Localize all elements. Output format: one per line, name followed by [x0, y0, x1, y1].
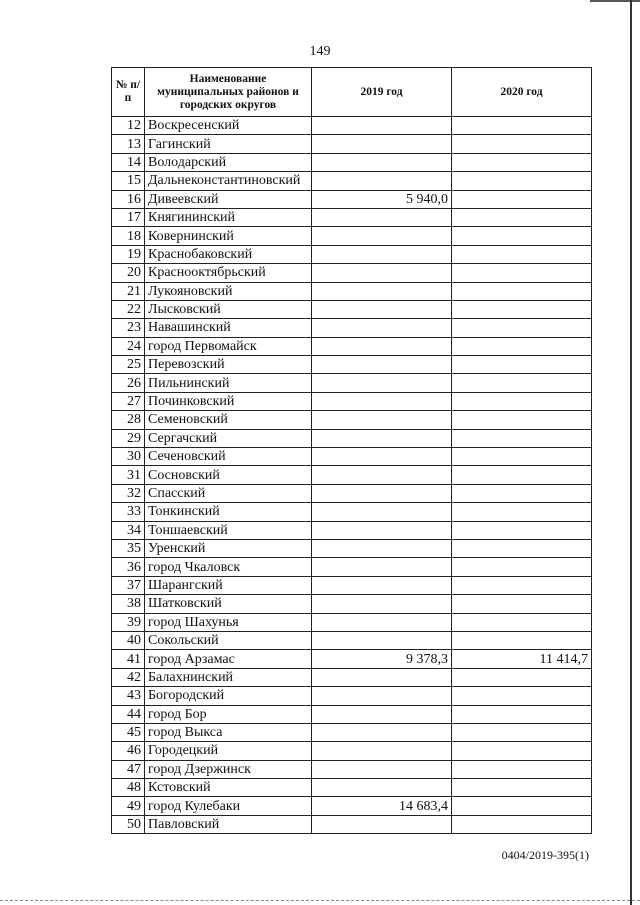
- table-row: [112, 576, 592, 594]
- table-row: [112, 282, 592, 300]
- row-number: 17: [112, 208, 145, 226]
- table-row: [112, 190, 592, 208]
- table-header-row: [112, 68, 592, 117]
- table-row: [112, 687, 592, 705]
- row-value-2020: [452, 466, 592, 484]
- row-value-2020: [452, 558, 592, 576]
- row-value-2020: [452, 576, 592, 594]
- row-value-2020: [452, 705, 592, 723]
- table-row: [112, 613, 592, 631]
- row-name: Кстовский: [145, 779, 312, 797]
- table-row: [112, 595, 592, 613]
- row-number: 49: [112, 797, 145, 815]
- row-name: Сокольский: [145, 631, 312, 649]
- row-value-2020: [452, 539, 592, 557]
- row-number: 29: [112, 429, 145, 447]
- row-value-2020: [452, 190, 592, 208]
- row-value-2020: [452, 687, 592, 705]
- row-value-2020: [452, 448, 592, 466]
- row-value-2020: [452, 319, 592, 337]
- table-row: [112, 815, 592, 833]
- row-value-2019: [312, 319, 452, 337]
- row-value-2020: [452, 117, 592, 135]
- row-number: 24: [112, 337, 145, 355]
- row-value-2020: 11 414,7: [452, 650, 592, 668]
- table-row: [112, 521, 592, 539]
- row-value-2020: [452, 245, 592, 263]
- row-value-2019: [312, 503, 452, 521]
- row-value-2019: [312, 411, 452, 429]
- row-number: 40: [112, 631, 145, 649]
- row-name: Ковернинский: [145, 227, 312, 245]
- row-name: Володарский: [145, 153, 312, 171]
- row-value-2019: [312, 521, 452, 539]
- table-row: [112, 117, 592, 135]
- table-row: [112, 668, 592, 686]
- row-number: 43: [112, 687, 145, 705]
- row-value-2019: [312, 448, 452, 466]
- data-table: [111, 67, 592, 834]
- table-row: [112, 319, 592, 337]
- row-value-2019: [312, 392, 452, 410]
- row-number: 26: [112, 374, 145, 392]
- row-value-2019: [312, 742, 452, 760]
- table-row: [112, 539, 592, 557]
- row-value-2020: [452, 723, 592, 741]
- row-value-2020: [452, 760, 592, 778]
- scan-edge-top: [590, 0, 640, 2]
- header-2020: 2020 год: [452, 68, 592, 117]
- row-value-2019: [312, 374, 452, 392]
- row-number: 21: [112, 282, 145, 300]
- row-value-2019: [312, 576, 452, 594]
- row-value-2020: [452, 779, 592, 797]
- row-name: Сосновский: [145, 466, 312, 484]
- row-value-2019: 9 378,3: [312, 650, 452, 668]
- row-value-2020: [452, 411, 592, 429]
- row-value-2019: [312, 595, 452, 613]
- row-number: 33: [112, 503, 145, 521]
- row-number: 23: [112, 319, 145, 337]
- row-name: Воскресенский: [145, 117, 312, 135]
- row-number: 45: [112, 723, 145, 741]
- row-number: 20: [112, 264, 145, 282]
- row-name: Тонкинский: [145, 503, 312, 521]
- row-number: 34: [112, 521, 145, 539]
- row-value-2019: [312, 705, 452, 723]
- table-row: [112, 650, 592, 668]
- header-2019: 2019 год: [312, 68, 452, 117]
- row-name: Лукояновский: [145, 282, 312, 300]
- row-number: 31: [112, 466, 145, 484]
- row-name: Княгининский: [145, 208, 312, 226]
- page-number: 149: [309, 44, 331, 59]
- row-value-2020: [452, 172, 592, 190]
- row-value-2020: [452, 521, 592, 539]
- row-number: 46: [112, 742, 145, 760]
- table-row: [112, 245, 592, 263]
- row-number: 41: [112, 650, 145, 668]
- row-number: 50: [112, 815, 145, 833]
- table-row: [112, 227, 592, 245]
- table-row: [112, 779, 592, 797]
- row-value-2020: [452, 300, 592, 318]
- scan-edge-bottom: [0, 899, 640, 901]
- row-name: город Выкса: [145, 723, 312, 741]
- row-value-2019: [312, 356, 452, 374]
- row-value-2019: [312, 117, 452, 135]
- row-value-2019: 5 940,0: [312, 190, 452, 208]
- row-value-2019: [312, 264, 452, 282]
- header-name: Наименование муниципальных районов и городских округов: [145, 68, 312, 117]
- table-row: [112, 208, 592, 226]
- row-name: Дальнеконстантиновский: [145, 172, 312, 190]
- row-number: 16: [112, 190, 145, 208]
- row-number: 47: [112, 760, 145, 778]
- row-value-2020: [452, 282, 592, 300]
- row-value-2020: [452, 264, 592, 282]
- row-value-2019: [312, 153, 452, 171]
- document-code: 0404/2019-395(1): [501, 848, 589, 862]
- row-value-2019: [312, 429, 452, 447]
- row-name: Сергачский: [145, 429, 312, 447]
- row-value-2019: 14 683,4: [312, 797, 452, 815]
- table-row: [112, 337, 592, 355]
- table-row: [112, 705, 592, 723]
- row-number: 30: [112, 448, 145, 466]
- row-name: город Бор: [145, 705, 312, 723]
- table-row: [112, 135, 592, 153]
- row-name: Гагинский: [145, 135, 312, 153]
- row-name: Шатковский: [145, 595, 312, 613]
- table-row: [112, 374, 592, 392]
- row-value-2019: [312, 687, 452, 705]
- row-number: 38: [112, 595, 145, 613]
- row-name: Городецкий: [145, 742, 312, 760]
- table-row: [112, 356, 592, 374]
- row-number: 15: [112, 172, 145, 190]
- table-row: [112, 466, 592, 484]
- row-value-2020: [452, 392, 592, 410]
- row-name: Краснобаковский: [145, 245, 312, 263]
- table-row: [112, 264, 592, 282]
- table-row: [112, 484, 592, 502]
- row-value-2020: [452, 337, 592, 355]
- row-number: 36: [112, 558, 145, 576]
- row-name: Балахнинский: [145, 668, 312, 686]
- row-value-2019: [312, 172, 452, 190]
- row-value-2019: [312, 337, 452, 355]
- table-row: [112, 631, 592, 649]
- row-value-2019: [312, 723, 452, 741]
- row-value-2020: [452, 374, 592, 392]
- row-name: Краснооктябрьский: [145, 264, 312, 282]
- row-value-2020: [452, 503, 592, 521]
- row-value-2019: [312, 779, 452, 797]
- row-value-2020: [452, 484, 592, 502]
- row-value-2020: [452, 668, 592, 686]
- row-value-2019: [312, 558, 452, 576]
- table-row: [112, 392, 592, 410]
- table-row: [112, 153, 592, 171]
- row-number: 13: [112, 135, 145, 153]
- row-number: 25: [112, 356, 145, 374]
- row-number: 28: [112, 411, 145, 429]
- row-number: 18: [112, 227, 145, 245]
- row-name: Навашинский: [145, 319, 312, 337]
- table-row: [112, 429, 592, 447]
- row-name: Сеченовский: [145, 448, 312, 466]
- table-row: [112, 503, 592, 521]
- row-value-2020: [452, 227, 592, 245]
- row-value-2020: [452, 595, 592, 613]
- row-value-2019: [312, 815, 452, 833]
- row-value-2020: [452, 631, 592, 649]
- row-name: Павловский: [145, 815, 312, 833]
- row-name: Тоншаевский: [145, 521, 312, 539]
- row-name: Шарангский: [145, 576, 312, 594]
- row-number: 22: [112, 300, 145, 318]
- row-number: 35: [112, 539, 145, 557]
- row-number: 32: [112, 484, 145, 502]
- row-value-2020: [452, 208, 592, 226]
- table-row: [112, 411, 592, 429]
- row-name: Починковский: [145, 392, 312, 410]
- row-value-2019: [312, 631, 452, 649]
- row-value-2020: [452, 797, 592, 815]
- table-row: [112, 760, 592, 778]
- row-name: город Чкаловск: [145, 558, 312, 576]
- row-value-2020: [452, 153, 592, 171]
- row-value-2020: [452, 356, 592, 374]
- row-name: Перевозский: [145, 356, 312, 374]
- table-row: [112, 742, 592, 760]
- table-row: [112, 723, 592, 741]
- scan-edge-right: [630, 0, 632, 905]
- row-number: 48: [112, 779, 145, 797]
- row-value-2019: [312, 135, 452, 153]
- row-value-2020: [452, 613, 592, 631]
- header-num: № п/п: [112, 68, 145, 117]
- row-name: Пильнинский: [145, 374, 312, 392]
- row-value-2019: [312, 668, 452, 686]
- table-row: [112, 300, 592, 318]
- row-name: город Кулебаки: [145, 797, 312, 815]
- row-value-2020: [452, 742, 592, 760]
- row-value-2019: [312, 613, 452, 631]
- row-number: 27: [112, 392, 145, 410]
- table-row: [112, 172, 592, 190]
- row-number: 39: [112, 613, 145, 631]
- row-value-2020: [452, 815, 592, 833]
- row-number: 14: [112, 153, 145, 171]
- row-value-2019: [312, 466, 452, 484]
- row-name: Дивеевский: [145, 190, 312, 208]
- row-name: город Шахунья: [145, 613, 312, 631]
- row-name: город Арзамас: [145, 650, 312, 668]
- row-value-2019: [312, 484, 452, 502]
- row-name: Уренский: [145, 539, 312, 557]
- table-body: [112, 117, 592, 834]
- row-value-2019: [312, 282, 452, 300]
- row-name: Лысковский: [145, 300, 312, 318]
- row-name: город Дзержинск: [145, 760, 312, 778]
- row-value-2019: [312, 300, 452, 318]
- row-value-2020: [452, 135, 592, 153]
- row-value-2019: [312, 245, 452, 263]
- row-number: 12: [112, 117, 145, 135]
- table-row: [112, 448, 592, 466]
- row-name: Богородский: [145, 687, 312, 705]
- row-value-2019: [312, 208, 452, 226]
- row-number: 44: [112, 705, 145, 723]
- row-value-2019: [312, 539, 452, 557]
- table-row: [112, 797, 592, 815]
- row-name: город Первомайск: [145, 337, 312, 355]
- row-name: Семеновский: [145, 411, 312, 429]
- row-value-2020: [452, 429, 592, 447]
- row-number: 42: [112, 668, 145, 686]
- table-row: [112, 558, 592, 576]
- row-number: 37: [112, 576, 145, 594]
- row-name: Спасский: [145, 484, 312, 502]
- row-value-2019: [312, 227, 452, 245]
- row-value-2019: [312, 760, 452, 778]
- row-number: 19: [112, 245, 145, 263]
